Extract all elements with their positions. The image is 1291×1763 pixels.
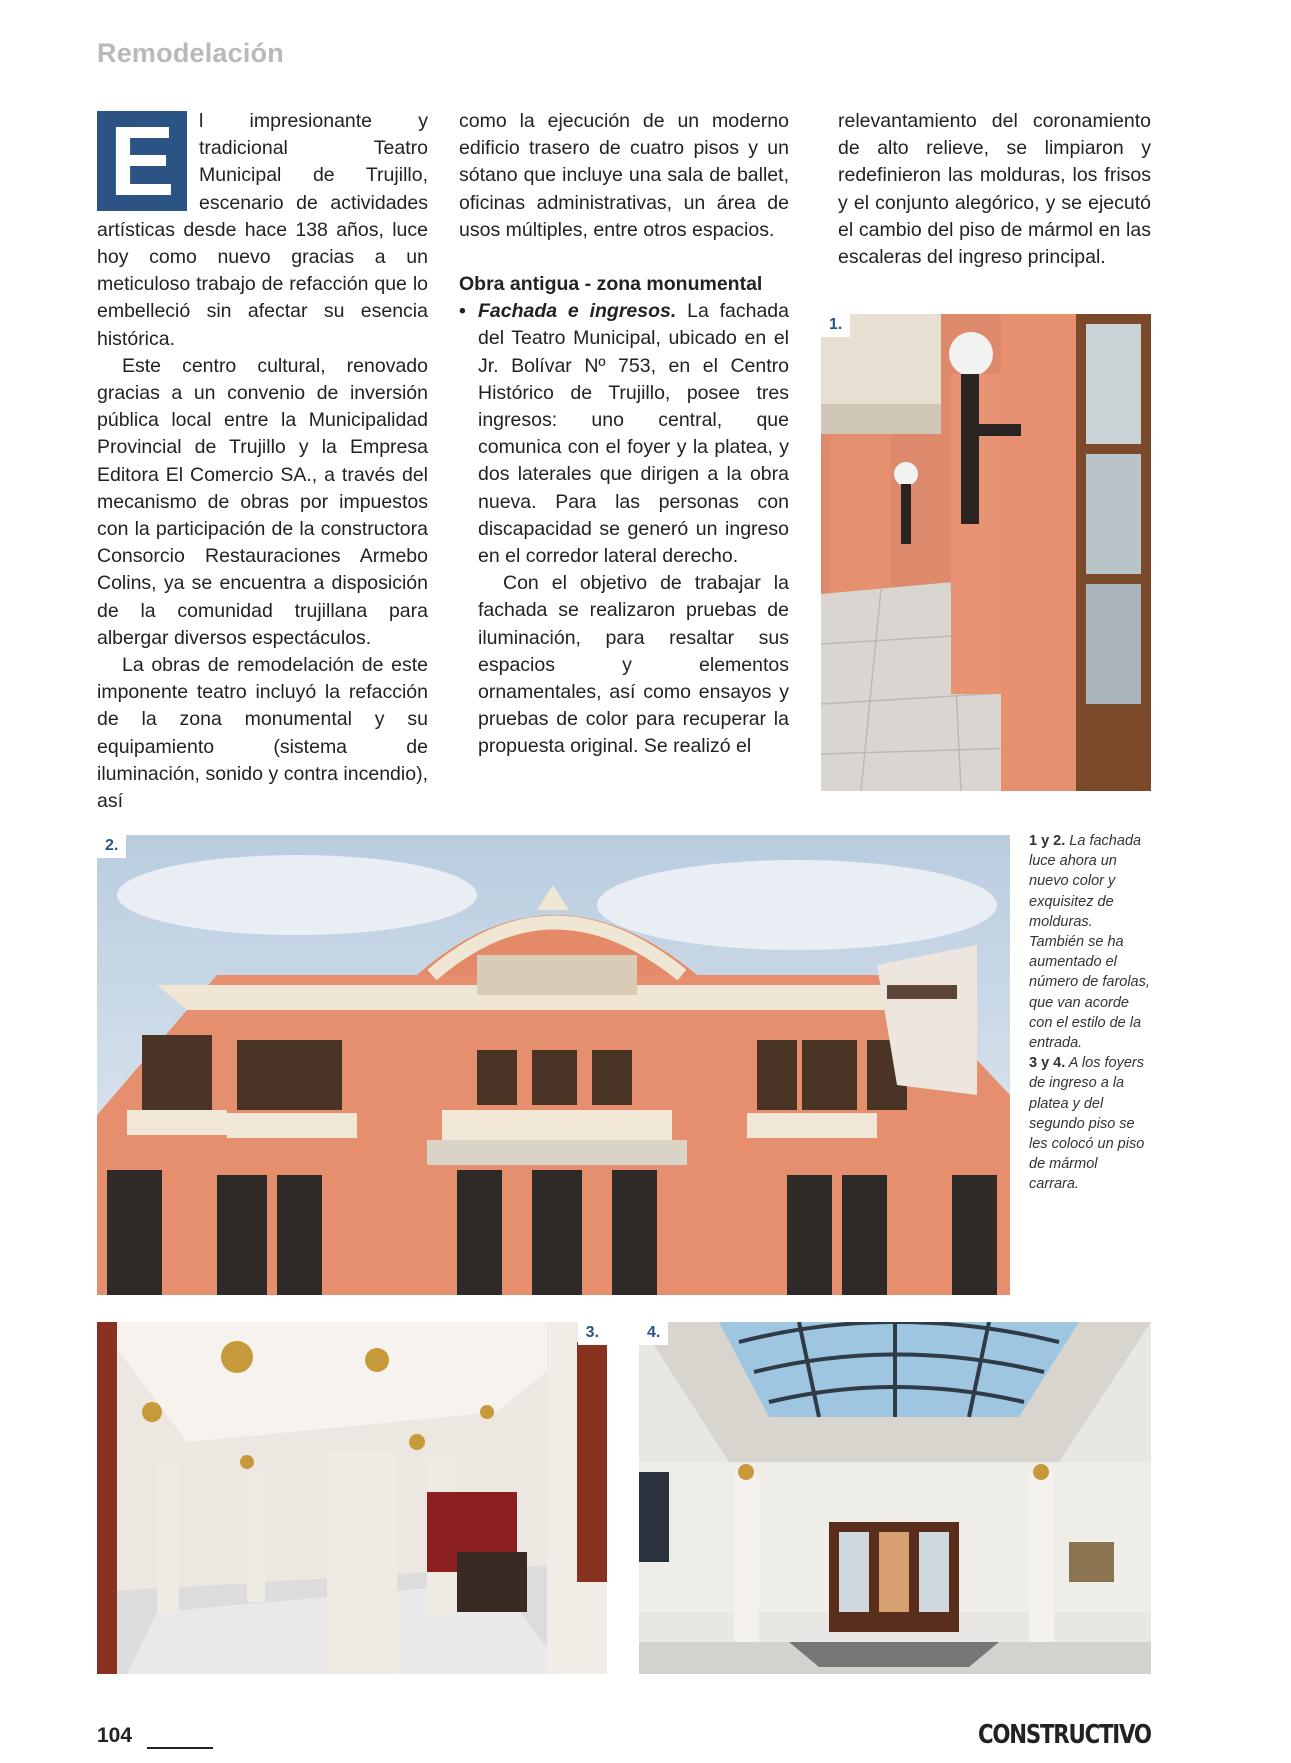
article-column-2	[459, 108, 789, 761]
article-column-3	[838, 108, 1151, 271]
paragraph: l impresionante y tradicional Teatro Municipal de Trujillo, escenario de actividades artísticas desde hace 138 años, luce hoy como nuevo gracias a un meticuloso trabajo de refacción que lo embelleció sin afectar su esencia histórica.	[97, 110, 428, 350]
caption-2-number: 3 y 4.	[1029, 1055, 1066, 1072]
caption-2-text: A los foyers de ingreso a la platea y del segundo piso se les colocó un piso de mármol carrara.	[1029, 1055, 1145, 1193]
photo-label: 4.	[639, 1322, 668, 1345]
paragraph: relevantamiento del coronamiento de alto relieve, se limpiaron y redefinieron las molduras, los frisos y el conjunto alegórico, y se ejecutó el cambio del piso de mármol en las escaleras del ingreso principal.	[838, 110, 1151, 269]
photo-caption	[1029, 831, 1151, 1195]
paragraph: La obras de remodelación de este imponente teatro incluyó la refacción de la zona monumental y su equipamiento (sistema de iluminación, sonido y contra incendio), así	[97, 654, 428, 813]
photo-skylight-foyer	[639, 1322, 1151, 1674]
drop-cap: E	[97, 111, 187, 211]
foyer-image	[97, 1322, 607, 1674]
caption-1	[1029, 831, 1151, 1053]
photo-balcony-corridor	[821, 314, 1151, 791]
photo-label: 3.	[578, 1322, 607, 1345]
caption-1-text: La fachada luce ahora un nuevo color y exquisitez de molduras. También se ha aumentado el número de farolas, que van acorde con el estilo de la entrada.	[1029, 833, 1150, 1052]
facade-image	[97, 835, 1010, 1295]
caption-1-number: 1 y 2.	[1029, 833, 1066, 849]
bullet-text: La fachada del Teatro Municipal, ubicado en el Jr. Bolívar Nº 753, en el Centro Histórico de Trujillo, posee tres ingresos: uno central, que comunica con el foyer y la platea, y dos laterales que dirigen a la obra nueva. Para las personas con discapacidad se generó un ingreso en el corredor lateral derecho.	[478, 300, 789, 568]
caption-2	[1029, 1053, 1151, 1194]
bullet-lead: Fachada e ingresos.	[478, 300, 677, 323]
balcony-image	[821, 314, 1151, 791]
bullet-body	[478, 298, 789, 760]
magazine-name: CONSTRUCTIVO	[978, 1720, 1151, 1750]
paragraph: Este centro cultural, renovado gracias a un convenio de inversión pública local entre la Municipalidad Provincial de Trujillo y la Empresa Editora El Comercio SA., a través del mecanismo de obras por impuestos con la participación de la constructora Consorcio Restauraciones Armebo Colins, ya se encuentra a disposición de la comunidad trujillana para albergar diversos espectáculos.	[97, 354, 428, 649]
subheading: Obra antigua - zona monumental	[459, 273, 763, 296]
photo-facade	[97, 835, 1010, 1295]
paragraph: como la ejecución de un moderno edificio trasero de cuatro pisos y un sótano que incluye una sala de ballet, oficinas administrativas, un área de usos múltiples, entre otros espacios.	[459, 110, 789, 241]
photo-foyer-platea	[97, 1322, 607, 1674]
article-column-1	[97, 108, 428, 815]
bullet-paragraph	[478, 298, 789, 570]
page-number-rule	[147, 1747, 213, 1749]
photo-label: 1.	[821, 314, 850, 337]
paragraph: Con el objetivo de trabajar la fachada se realizaron pruebas de iluminación, para resaltar sus espacios y elementos ornamentales, así como ensayos y pruebas de color para recuperar la propuesta original. Se realizó el	[478, 572, 789, 758]
photo-label: 2.	[97, 835, 126, 858]
skylight-image	[639, 1322, 1151, 1674]
bullet-icon: •	[459, 300, 466, 323]
page-number: 104	[97, 1724, 133, 1747]
section-title: Remodelación	[97, 38, 284, 68]
bullet-item	[459, 298, 789, 760]
